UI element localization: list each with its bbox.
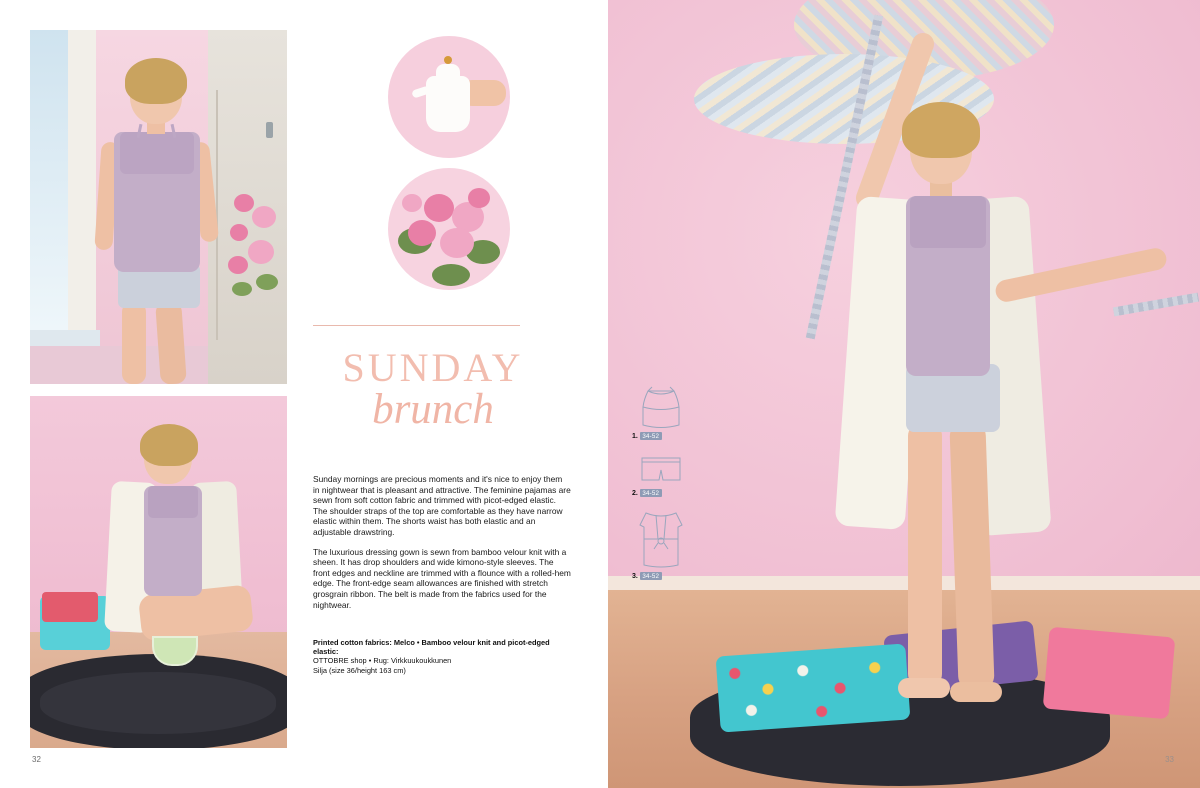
article-paragraph-2: The luxurious dressing gown is sewn from bamboo velour knit with a sheen. It has drop shoulders and wide kimono-style sleeves. The front edges and neckline are trimmed with a flounce with a rolled-hem edge. The front-edge seam allowances are finished with stretch grosgrain ribbon. The belt is made from the fabrics used for the nightwear. [313,546,571,610]
credits-line-1: Printed cotton fabrics: Melco • Bamboo velour knit and picot-edged elastic: [313,638,550,657]
photo-bottom-left [30,396,287,748]
credits-line-2: OTTOBRE shop • Rug: Virkkuukoukkunen [313,656,452,666]
page-number-right: 33 [1165,755,1174,764]
article-paragraph-1: Sunday mornings are precious moments and it's nice to enjoy them in nightwear that is pleasant and attractive. The feminine pajamas are sewn from soft cotton fabric and trimmed with picot-edged elastic. The shoulder straps of the top are comfortable as they have narrow elastic within them. The shorts waist has both elastic and an adjustable drawstring. [313,474,571,537]
tech-number-2: 2. [632,489,638,497]
technical-drawing-camisole [632,385,696,440]
tech-size-3: 34-52 [640,572,662,580]
page-title: SUNDAY [342,345,524,390]
credits-line-3: Silja (size 36/height 163 cm) [313,665,406,675]
tech-size-2: 34-52 [640,489,662,497]
page-subtitle: brunch [372,386,494,433]
technical-drawing-shorts [632,452,696,497]
article-title-block [313,345,553,433]
tech-number-3: 3. [632,572,638,580]
technical-drawings-column [632,385,696,592]
tech-number-1: 1. [632,432,638,440]
title-divider-rule [313,325,520,326]
page-number-left: 32 [32,755,41,764]
photo-circle-roses [388,168,510,290]
credits-block [313,638,571,675]
photo-right-page [608,0,1200,788]
technical-drawing-dressing-gown [632,509,696,580]
tech-size-1: 34-52 [640,432,662,440]
article-body [313,474,571,619]
photo-circle-teapot [388,36,510,158]
photo-top-left [30,30,287,384]
